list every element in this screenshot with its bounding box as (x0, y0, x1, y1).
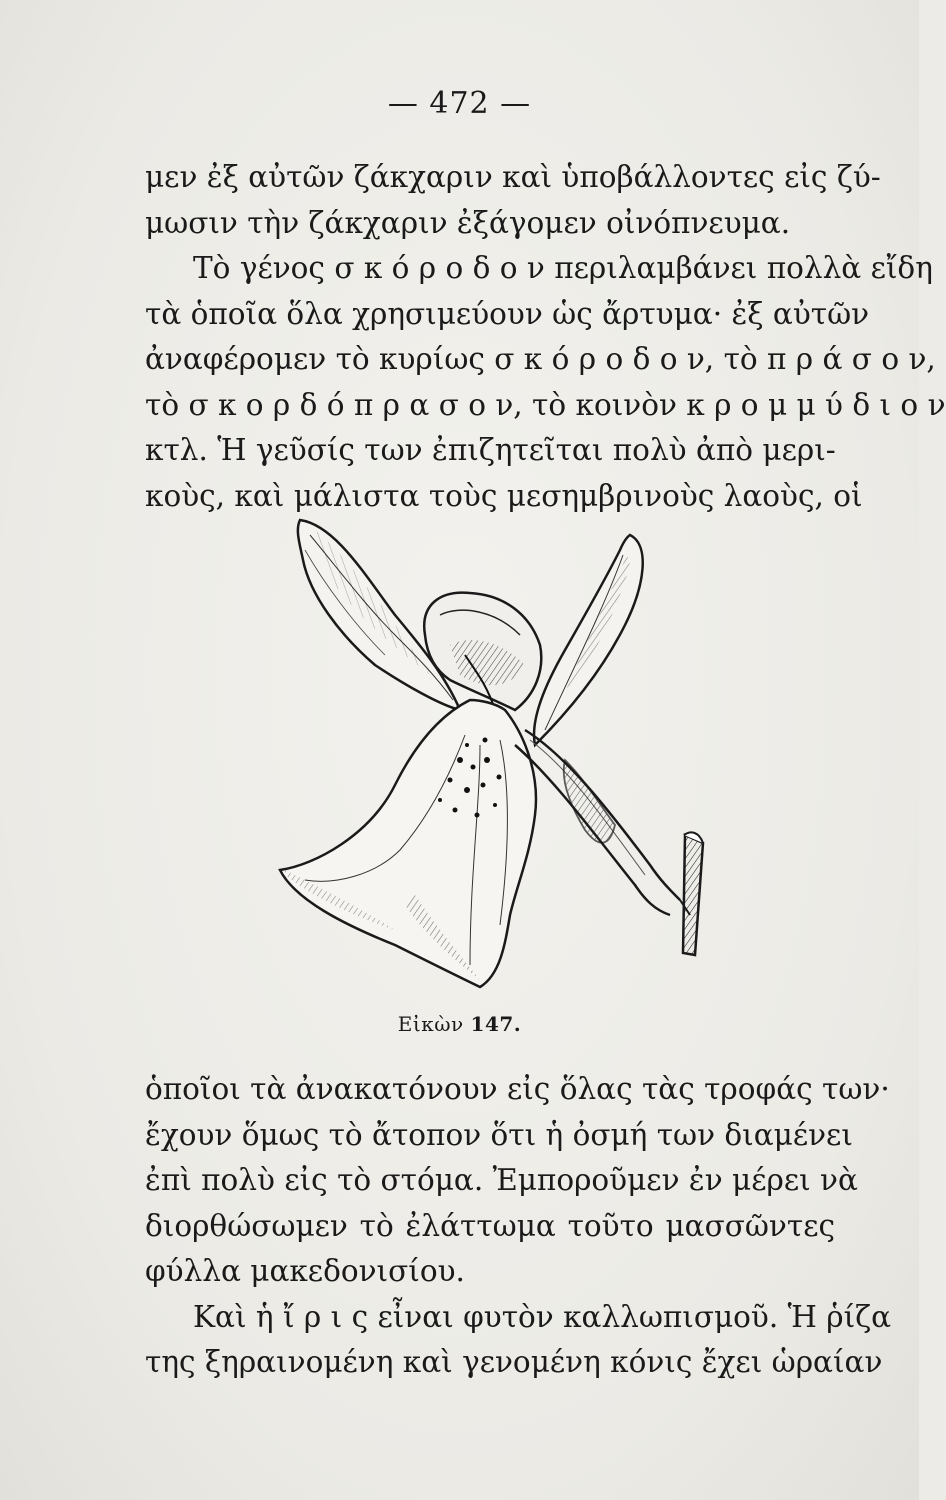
iris-flower-illustration (255, 505, 725, 1000)
text-line: ἀναφέρομεν τὸ κυρίως σ κ ό ρ ο δ ο ν, τὸ π ρ ά σ ο ν, (145, 342, 936, 376)
text-line: μεν ἐξ αὐτῶν ζάκχαριν καὶ ὑποβάλλοντες εἰς ζύ- (145, 160, 881, 194)
text-line: Τὸ γένος σ κ ό ρ ο δ ο ν περιλαμβάνει πολλὰ εἴδη (193, 251, 933, 285)
text-line: ἔχουν ὅμως τὸ ἄτοπον ὅτι ἡ ὀσμή των διαμένει (145, 1117, 853, 1152)
flower-labellum (280, 700, 536, 987)
text-line: τὸ σ κ ο ρ δ ό π ρ α σ ο ν, τὸ κοινὸν κ ρ ο μ μ ύ δ ι ο ν (145, 387, 946, 422)
text-line: μωσιν τὴν ζάκχαριν ἐξάγομεν οἰνόπνευμα. (145, 205, 791, 240)
paragraph-bottom (145, 1067, 892, 1386)
text-line: διορθώσωμεν τὸ ἐλάττωμα τοῦτο μασσῶντες (145, 1208, 835, 1243)
text-line: Καὶ ἡ ἴ ρ ι ς εἶναι φυτὸν καλλωπισμοῦ. Ἡ ῥίζα (193, 1299, 892, 1334)
text-line: κοὺς, καὶ μάλιστα τοὺς μεσημβρινοὺς λαοὺς, οἱ (145, 478, 863, 513)
text-line: τὰ ὁποῖα ὅλα χρησιμεύουν ὡς ἄρτυμα· ἐξ αὐτῶν (145, 296, 870, 331)
figure-caption-number: 147. (470, 1012, 522, 1036)
paragraph-top (145, 155, 946, 519)
text-line: ὁποῖοι τὰ ἀνακατόνουν εἰς ὅλας τὰς τροφάς των· (145, 1072, 890, 1106)
text-line: φύλλα μακεδονισίου. (145, 1254, 465, 1288)
flower-stem (515, 730, 703, 955)
figure-caption-prefix: Εἰκὼν (397, 1012, 464, 1036)
page-number: — 472 — (387, 86, 532, 121)
text-line: ἐπὶ πολὺ εἰς τὸ στόμα. Ἐμποροῦμεν ἐν μέρει νὰ (145, 1163, 858, 1197)
text-line: κτλ. Ἡ γεῦσίς των ἐπιζητεῖται πολὺ ἀπὸ μερι- (145, 433, 836, 467)
figure-caption (0, 1012, 919, 1036)
text-line: της ξηραινομένη καὶ γενομένη κόνις ἔχει ὡραίαν (145, 1345, 883, 1379)
right-petal (534, 535, 643, 745)
